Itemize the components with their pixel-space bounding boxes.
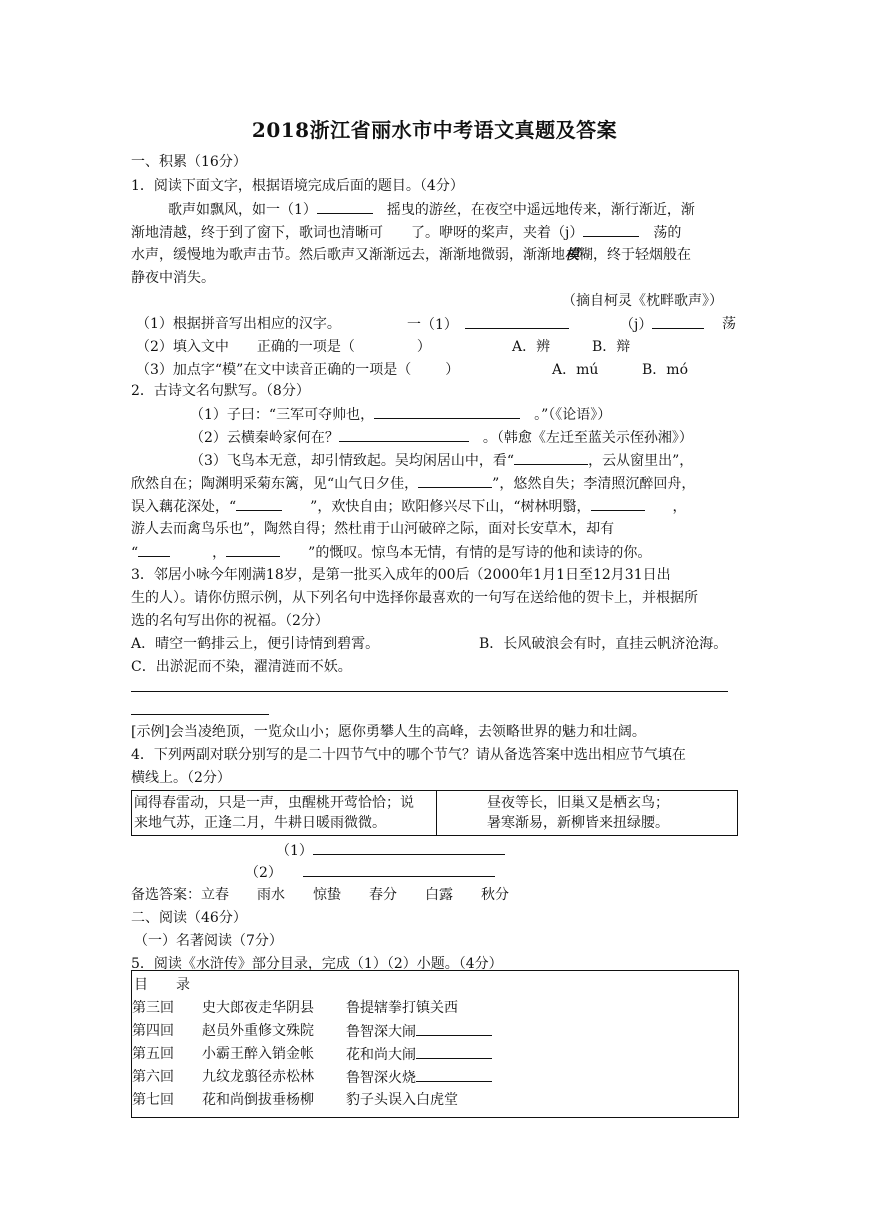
couplet-table	[131, 790, 738, 836]
subquestion: （1）根据拼音写出相应的汉字。	[136, 316, 341, 332]
poem-line: 误入藕花深处，“ ”，欢快自由；欧阳修兴尽下山，“树林明翳， ，	[131, 496, 687, 517]
toc-cell-c1: 第六回	[132, 1069, 174, 1085]
toc-chapter-text: 鲁智深火烧	[346, 1070, 416, 1086]
toc-cell-c1: 第四回	[132, 1023, 174, 1039]
toc-cell-c2: 九纹龙翦径赤松林	[202, 1069, 314, 1085]
toc-cell-c2: 赵员外重修文殊院	[202, 1023, 314, 1039]
answer-blank[interactable]	[416, 1067, 492, 1082]
answer-blank[interactable]	[339, 427, 469, 442]
answer-blank[interactable]	[418, 473, 492, 488]
answer-blank[interactable]	[583, 222, 639, 237]
toc-cell-c3: 鲁提辖拳打镇关西	[346, 1000, 458, 1016]
answer-blank[interactable]	[374, 404, 520, 419]
toc-cell-c3	[346, 1044, 492, 1065]
toc-cell-c2: 史大郎夜走华阴县	[202, 1000, 314, 1016]
toc-chapter-text: 鲁智深大闹	[346, 1024, 416, 1040]
option-a[interactable]: A．辨	[512, 339, 551, 355]
subsection-heading: （一）名著阅读（7分）	[134, 933, 283, 949]
question-stem: 生的人）。请你仿照示例，从下列名句中选择你最喜欢的一句写在送给他的贺卡上，并根据所	[131, 590, 698, 606]
question-stem: 2．古诗文名句默写。（8分）	[131, 383, 310, 399]
source-citation: （摘自柯灵《枕畔歌声》）	[562, 293, 723, 309]
passage-line: 渐地清越，终于到了窗下，歌词也清晰可 了。咿呀的桨声，夹着（j） 荡的	[131, 222, 681, 243]
page-title: 2018浙江省丽水市中考语文真题及答案	[251, 118, 618, 142]
answer-blank[interactable]	[416, 1044, 492, 1059]
poem-line: 欣然自在；陶渊明采菊东篱，见“山气日夕佳， ”，悠然自失；李清照沉醉回舟，	[131, 473, 695, 494]
couplet-right: 昼夜等长，旧巢又是栖玄鸟； 暑寒渐易，新柳皆来扭绿腰。	[437, 791, 738, 836]
toc-cell-c2: 小霸王醉入销金帐	[202, 1046, 314, 1062]
poem-line: 游人去而禽鸟乐也”，陶然自得；然杜甫于山河破碎之际，面对长安草木，却有	[131, 521, 615, 537]
option-b[interactable]: B．mó	[642, 362, 688, 378]
toc-chapter-text: 花和尚大闹	[346, 1047, 416, 1063]
section-heading: 一、积累（16分）	[131, 154, 247, 170]
answer-blank[interactable]	[652, 314, 704, 329]
toc-cell-c1: 第三回	[132, 1000, 174, 1016]
option-a: A．晴空一鹤排云上，便引诗情到碧霄。	[131, 636, 380, 652]
question-stem: 横线上。（2分）	[131, 770, 231, 786]
answer-blank[interactable]	[416, 1021, 492, 1036]
poem-line: （2）云横秦岭家何在？ 。（韩愈《左迁至蓝关示侄孙湘》）	[190, 427, 693, 448]
answer-2: （2）	[245, 862, 495, 883]
option-b: B．长风破浪会有时，直挂云帆济沧海。	[479, 636, 728, 652]
answer-blank[interactable]	[138, 542, 170, 557]
subquestion-answer: 一（1）	[407, 314, 569, 335]
passage-line: 歌声如飘风，如一（1） 摇曳的游丝，在夜空中遥远地传来，渐行渐近，渐	[168, 199, 695, 220]
answer-blank[interactable]	[303, 862, 495, 877]
toc-cell-c3: 豹子头误入白虎堂	[346, 1092, 458, 1108]
example-text: [示例]会当凌绝顶，一览众山小；愿你勇攀人生的高峰，去领略世界的魅力和壮阔。	[131, 724, 646, 740]
answer-choices: 备选答案：立春 雨水 惊蛰 春分 白露 秋分	[131, 887, 509, 903]
question-stem: 5．阅读《水浒传》部分目录，完成（1）（2）小题。（4分）	[131, 956, 503, 972]
toc-title: 目 录	[134, 977, 190, 993]
answer-blank[interactable]	[591, 496, 645, 511]
couplet-left: 闻得春雷动，只是一声，虫醒桃开莺恰恰；说 来地气苏，正逢二月，牛耕日暖雨微微。	[132, 791, 437, 836]
passage-line: 水声，缓慢地为歌声击节。然后歌声又渐渐远去，渐渐地微弱，渐渐地模糊，终于轻烟般在	[131, 247, 691, 263]
answer-blank[interactable]	[236, 496, 282, 511]
poem-line: “ ， ”的慨叹。惊鸟本无情，有情的是写诗的他和读诗的你。	[131, 542, 651, 563]
answer-1: （1）	[276, 840, 505, 861]
answer-line[interactable]	[131, 691, 728, 692]
subquestion-answer: （j）	[620, 314, 704, 335]
question-stem: 1．阅读下面文字，根据语境完成后面的题目。（4分）	[131, 178, 464, 194]
dotted-char: 模	[565, 247, 579, 263]
answer-blank[interactable]	[514, 450, 588, 465]
toc-cell-c1: 第五回	[132, 1046, 174, 1062]
poem-line: （3）飞鸟本无意，却引情致起。吴均闲居山中，看“ ，云从窗里出”，	[190, 450, 693, 471]
answer-blank[interactable]	[465, 314, 569, 329]
toc-cell-c3	[346, 1021, 492, 1042]
answer-blank[interactable]	[313, 840, 505, 855]
toc-table	[131, 970, 739, 1118]
toc-cell-c1: 第七回	[132, 1092, 174, 1108]
section-heading: 二、阅读（46分）	[131, 910, 247, 926]
answer-blank[interactable]	[317, 199, 373, 214]
answer-line[interactable]	[131, 714, 269, 715]
subquestion-answer: 荡	[722, 316, 736, 332]
subquestion: （3）加点字“模”在文中读音正确的一项是（ ）	[136, 362, 460, 378]
question-stem: 3．邻居小咏今年刚满18岁，是第一批买入成年的00后（2000年1月1日至12月31日出	[131, 567, 671, 583]
passage-line: 静夜中消失。	[131, 270, 215, 286]
question-stem: 选的名句写出你的祝福。（2分）	[131, 613, 329, 629]
poem-line: （1）子曰：“三军可夺帅也， 。”（《论语》）	[190, 404, 611, 425]
toc-cell-c3	[346, 1067, 492, 1088]
answer-blank[interactable]	[226, 542, 280, 557]
toc-cell-c2: 花和尚倒拔垂杨柳	[202, 1092, 314, 1108]
question-stem: 4．下列两副对联分别写的是二十四节气中的哪个节气？请从备选答案中选出相应节气填在	[131, 747, 686, 763]
option-a[interactable]: A．mú	[552, 362, 599, 378]
option-c: C．出淤泥而不染，濯清涟而不妖。	[131, 659, 352, 675]
subquestion: （2）填入文中 正确的一项是（ ）	[136, 339, 431, 355]
option-b[interactable]: B．辩	[592, 339, 631, 355]
